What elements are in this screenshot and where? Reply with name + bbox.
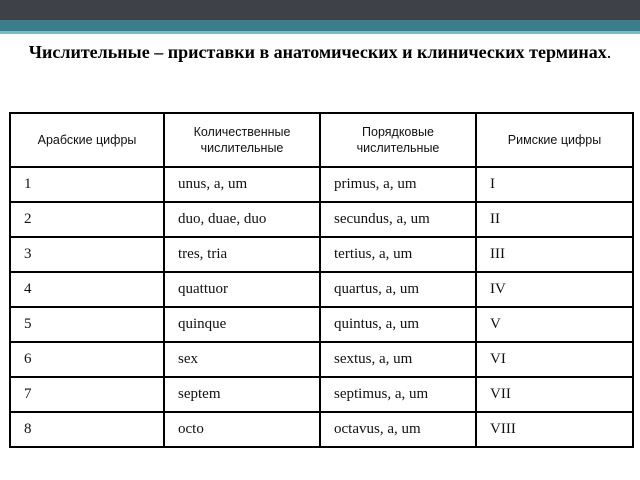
cell-cardinal: sex (164, 342, 320, 377)
cell-ordinal: octavus, a, um (320, 412, 476, 447)
cell-cardinal: quattuor (164, 272, 320, 307)
top-decor-bar (0, 0, 640, 20)
slide-title (14, 40, 626, 64)
cell-roman: I (476, 167, 633, 202)
numerals-table (9, 112, 634, 448)
cell-arabic: 7 (10, 377, 164, 412)
cell-ordinal: secundus, a, um (320, 202, 476, 237)
cell-cardinal: unus, a, um (164, 167, 320, 202)
cell-roman: IV (476, 272, 633, 307)
table-row (10, 377, 633, 412)
table-row (10, 202, 633, 237)
cell-cardinal: tres, tria (164, 237, 320, 272)
cell-arabic: 6 (10, 342, 164, 377)
cell-ordinal: quartus, a, um (320, 272, 476, 307)
cell-arabic: 4 (10, 272, 164, 307)
cell-cardinal: octo (164, 412, 320, 447)
slide-title-dot: . (606, 42, 612, 62)
cell-arabic: 5 (10, 307, 164, 342)
cell-cardinal: septem (164, 377, 320, 412)
cell-ordinal: sextus, a, um (320, 342, 476, 377)
cell-roman: VII (476, 377, 633, 412)
cell-arabic: 8 (10, 412, 164, 447)
table-row (10, 237, 633, 272)
cell-cardinal: quinque (164, 307, 320, 342)
header-roman: Римские цифры (476, 113, 633, 167)
top-accent-line (0, 31, 640, 34)
table-row (10, 167, 633, 202)
table-row (10, 412, 633, 447)
table-header-row (10, 113, 633, 167)
table-row (10, 342, 633, 377)
cell-ordinal: primus, a, um (320, 167, 476, 202)
cell-roman: III (476, 237, 633, 272)
slide-title-text: Числительные – приставки в анатомических и клинических терминах (28, 42, 607, 62)
cell-roman: II (476, 202, 633, 237)
cell-arabic: 2 (10, 202, 164, 237)
header-ordinal: Порядковые числительные (320, 113, 476, 167)
table-row (10, 272, 633, 307)
top-accent-bar (0, 20, 640, 31)
cell-roman: V (476, 307, 633, 342)
cell-roman: VIII (476, 412, 633, 447)
header-arabic: Арабские цифры (10, 113, 164, 167)
cell-arabic: 1 (10, 167, 164, 202)
header-cardinal: Количественные числительные (164, 113, 320, 167)
cell-ordinal: quintus, a, um (320, 307, 476, 342)
cell-arabic: 3 (10, 237, 164, 272)
cell-cardinal: duo, duae, duo (164, 202, 320, 237)
cell-ordinal: tertius, a, um (320, 237, 476, 272)
table-row (10, 307, 633, 342)
cell-ordinal: septimus, a, um (320, 377, 476, 412)
cell-roman: VI (476, 342, 633, 377)
